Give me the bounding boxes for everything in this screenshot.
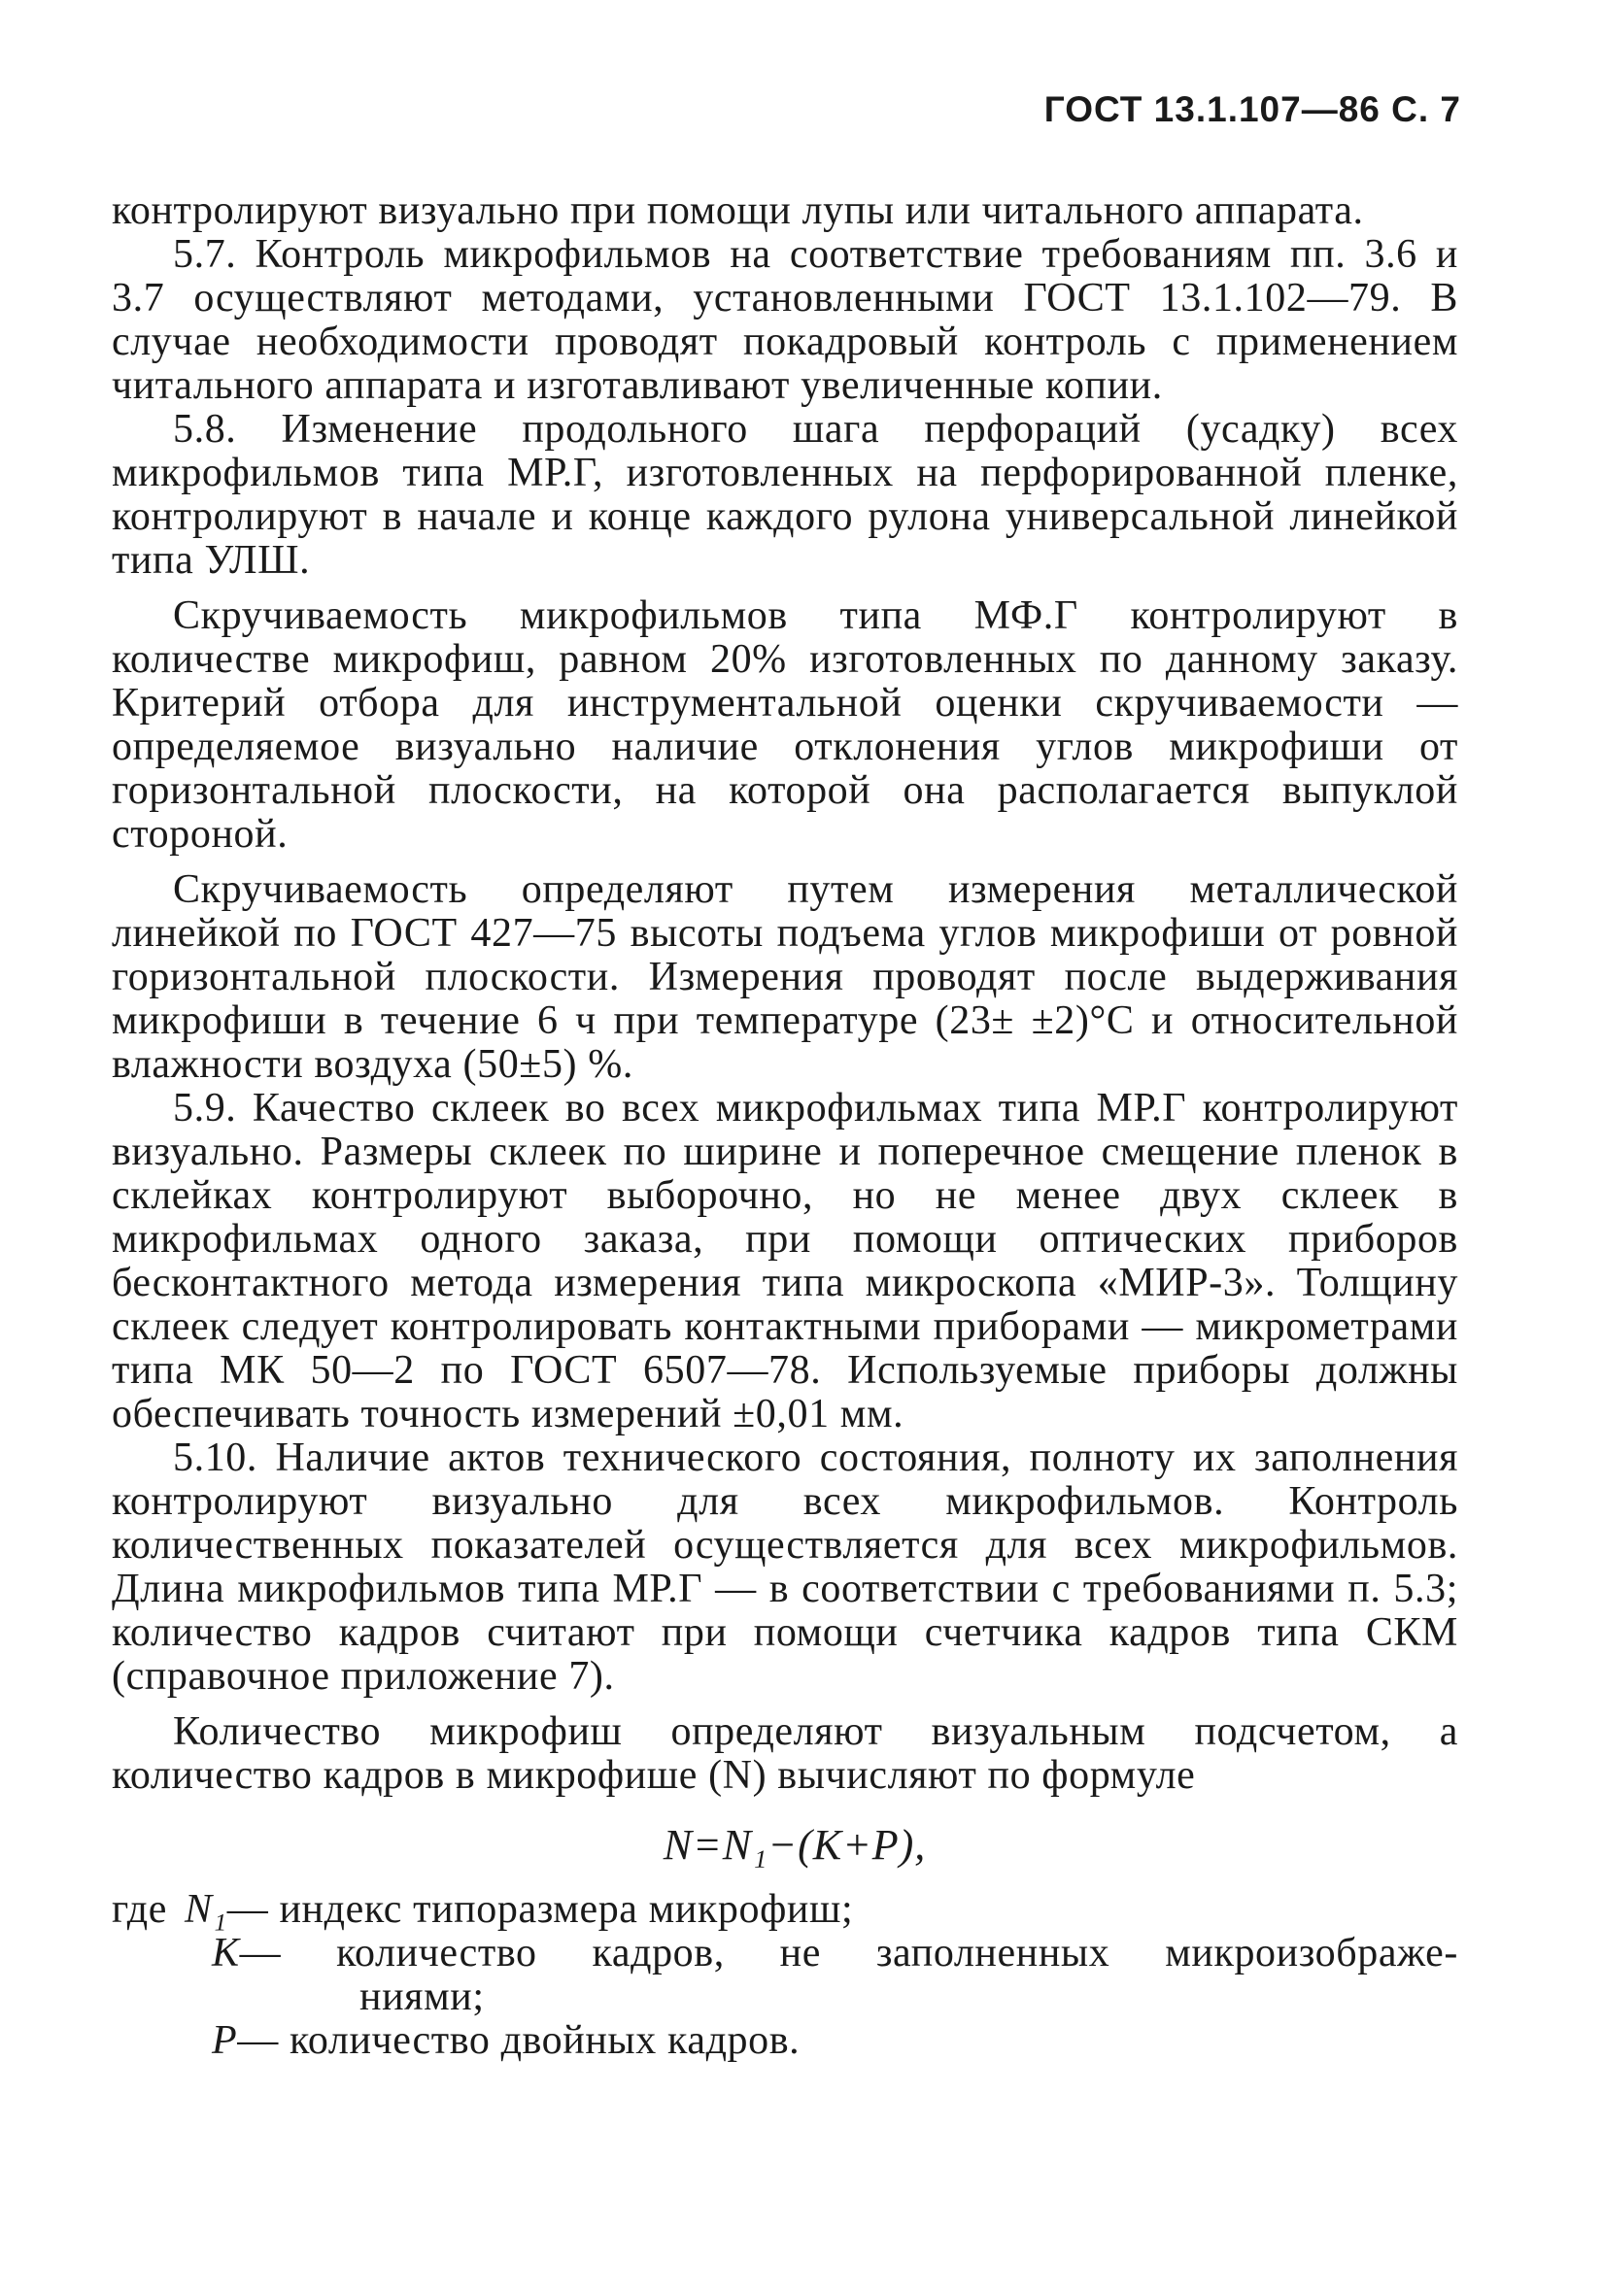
paragraph-count: Количество микрофиш определяют визуальным подсчетом, а количество кадров в микрофише (N) вычисляют по формуле <box>112 1709 1458 1798</box>
body-text <box>112 189 1458 2063</box>
definition-symbol: P <box>212 2018 238 2063</box>
definition-text: — количество кадров, не заполненных микроизображе- <box>239 1931 1458 1975</box>
definition-row <box>112 1888 1458 1932</box>
page-header: ГОСТ 13.1.107—86 С. 7 <box>1043 89 1461 129</box>
definition-text: — индекс типоразмера микрофиш; <box>226 1887 854 1932</box>
definition-symbol: N₁ <box>184 1887 227 1932</box>
paragraph-5-7: 5.7. Контроль микрофильмов на соответствие требованиям пп. 3.6 и 3.7 осуществляют методами, установленными ГОСТ 13.1.102—79. В случае необходимости проводят покадровый контроль с применением читального аппарата и изготавливают увеличенные копии. <box>112 232 1458 408</box>
paragraph-5-10: 5.10. Наличие актов технического состояния, полноту их заполнения контролируют визуально для всех микрофильмов. Контроль количественных показателей осуществляется для всех микрофильмов. Длина микрофильмов типа МР.Г — в соответствии с требованиями п. 5.3; количество кадров считают при помощи счетчика кадров типа СКМ (справочное приложение 7). <box>112 1435 1458 1699</box>
paragraph-5-9: 5.9. Качество склеек во всех микрофильмах типа МР.Г контролируют визуально. Размеры склеек по ширине и поперечное смещение пленок в склейках контролируют выборочно, но не менее двух склеек в микрофильмах одного заказа, при помощи оптических приборов бесконтактного метода измерения типа микроскопа «МИР-3». Толщину склеек следует контролировать контактными приборами — микрометрами типа МК 50—2 по ГОСТ 6507—78. Используемые приборы должны обеспечивать точность измерений ±0,01 мм. <box>112 1086 1458 1436</box>
formula: N=N₁−(K+P), <box>663 1821 927 1869</box>
paragraph-5-8: 5.8. Изменение продольного шага перфораций (усадку) всех микрофильмов типа МР.Г, изготовленных на перфорированной пленке, контролируют в начале и конце каждого рулона универсальной линейкой типа УЛШ. <box>112 407 1458 583</box>
definition-text: — количество двойных кадров. <box>237 2018 801 2063</box>
definition-row <box>112 2019 1458 2063</box>
paragraph-curl-measure: Скручиваемость определяют путем измерения металлической линейкой по ГОСТ 427—75 высоты подъема углов микрофиши от ровной горизонтальной плоскости. Измерения проводят после выдерживания микрофиши в течение 6 ч при температуре (23± ±2)°С и относительной влажности воздуха (50±5) %. <box>112 867 1458 1087</box>
paragraph-curl-control: Скручиваемость микрофильмов типа МФ.Г контролируют в количестве микрофиш, равном 20% изготовленных по данному заказу. Критерий отбора для инструментальной оценки скручиваемости — определяемое визуально наличие отклонения углов микрофиши от горизонтальной плоскости, на которой она располагается выпуклой стороной. <box>112 593 1458 857</box>
definition-continuation: ниями; <box>359 1975 485 2019</box>
definitions-lead: где <box>112 1887 167 1932</box>
definition-symbol: K <box>212 1931 240 1975</box>
definition-row <box>112 1932 1458 1975</box>
definitions-list <box>112 1888 1458 2063</box>
paragraph-continuation: контролируют визуально при помощи лупы или читального аппарата. <box>112 188 1364 233</box>
